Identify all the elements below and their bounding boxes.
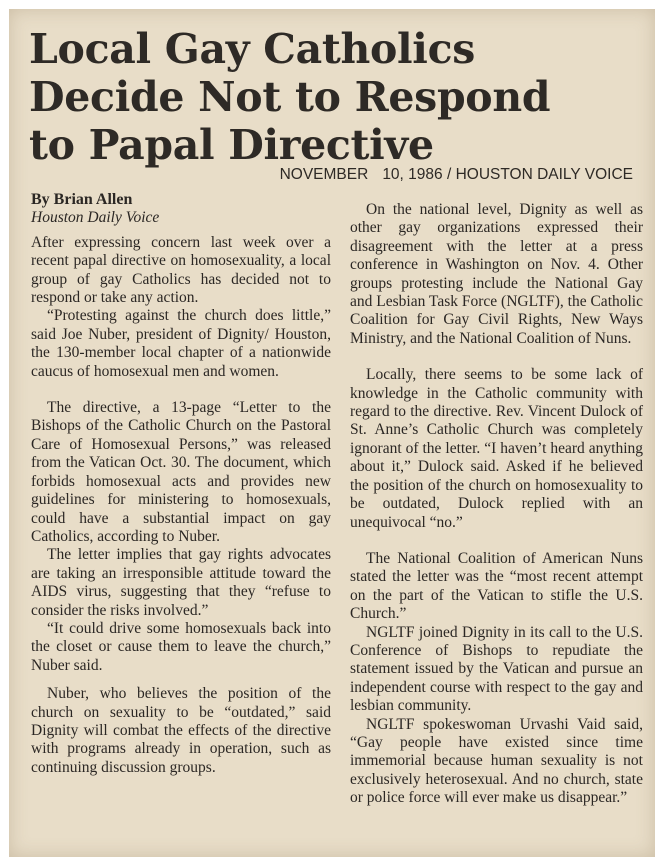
article-paragraph: NGLTF joined Dignity in its call to the U.S. Conference of Bishops to repudiate the statement issued by the Vatican and pursue an independent course with respect to the gay and lesbian community.	[350, 623, 643, 715]
article-paragraph: “Protesting against the church does little,” said Joe Nuber, president of Dignity/ Houston, the 130-member local chapter of a nationwide caucus of homosexual men and women.	[31, 307, 331, 380]
article-paragraph: NGLTF spokeswoman Urvashi Vaid said, “Gay people have existed since time immemorial because human sexuality is not exclusively heterosexual. And no church, state or police force will ever make us disappear.”	[350, 715, 643, 807]
right-column	[350, 201, 643, 808]
byline-author: By Brian Allen	[31, 191, 133, 208]
article-paragraph: “It could drive some homosexuals back into the closet or cause them to leave the church,” Nuber said.	[31, 619, 331, 674]
headline-line-3: to Papal Directive	[29, 121, 434, 169]
dateline-rest: 10, 1986 / HOUSTON DAILY VOICE	[382, 166, 633, 183]
article-paragraph: The letter implies that gay rights advocates are taking an irresponsible attitude toward the AIDS virus, suggesting that they “refuse to consider the risks involved.”	[31, 546, 331, 619]
left-column	[31, 191, 331, 777]
article-paragraph: Locally, there seems to be some lack of knowledge in the Catholic community with regard to the directive. Rev. Vincent Dulock of St. Anne’s Catholic Church was completely ignorant of the letter. “I haven’t heard anything about it,” Dulock said. Asked if he believed the position of the church on homosexuality to be outdated, Dulock replied with an unequivocal “no.”	[350, 366, 643, 531]
byline-outlet: Houston Daily Voice	[31, 209, 160, 227]
headline-line-2: Decide Not to Respond	[29, 73, 551, 121]
article-paragraph: After expressing concern last week over a recent papal directive on homosexuality, a local group of gay Catholics has decided not to respond or take any action.	[31, 233, 331, 307]
newspaper-clipping	[9, 9, 655, 857]
article-paragraph: On the national level, Dignity as well as other gay organizations expressed their disagreement with the letter at a press conference in Washington on Nov. 4. Other groups protesting include the National Gay and Lesbian Task Force (NGLTF), the Catholic Coalition for Gay Civil Rights, New Ways Ministry, and the National Coalition of Nuns.	[350, 201, 643, 347]
headline	[29, 25, 649, 169]
headline-line-1: Local Gay Catholics	[29, 25, 476, 73]
dateline	[280, 166, 633, 184]
article-paragraph: The directive, a 13-page “Letter to the Bishops of the Catholic Church on the Pastoral Care of Homosexual Persons,” was released from the Vatican Oct. 30. The document, which forbids homosexual acts and provides new guidelines for ministering to homosexuals, could have a substantial impact on gay Catholics, according to Nuber.	[31, 399, 331, 545]
article-paragraph: Nuber, who believes the position of the church on sexuality to be “outdated,” said Dignity will combat the effects of the directive with programs already in operation, such as continuing discussion groups.	[31, 685, 331, 776]
dateline-month: NOVEMBER	[279, 166, 369, 183]
article-paragraph: The National Coalition of American Nuns stated the letter was the “most recent attempt on the part of the Vatican to stifle the U.S. Church.”	[350, 549, 643, 623]
